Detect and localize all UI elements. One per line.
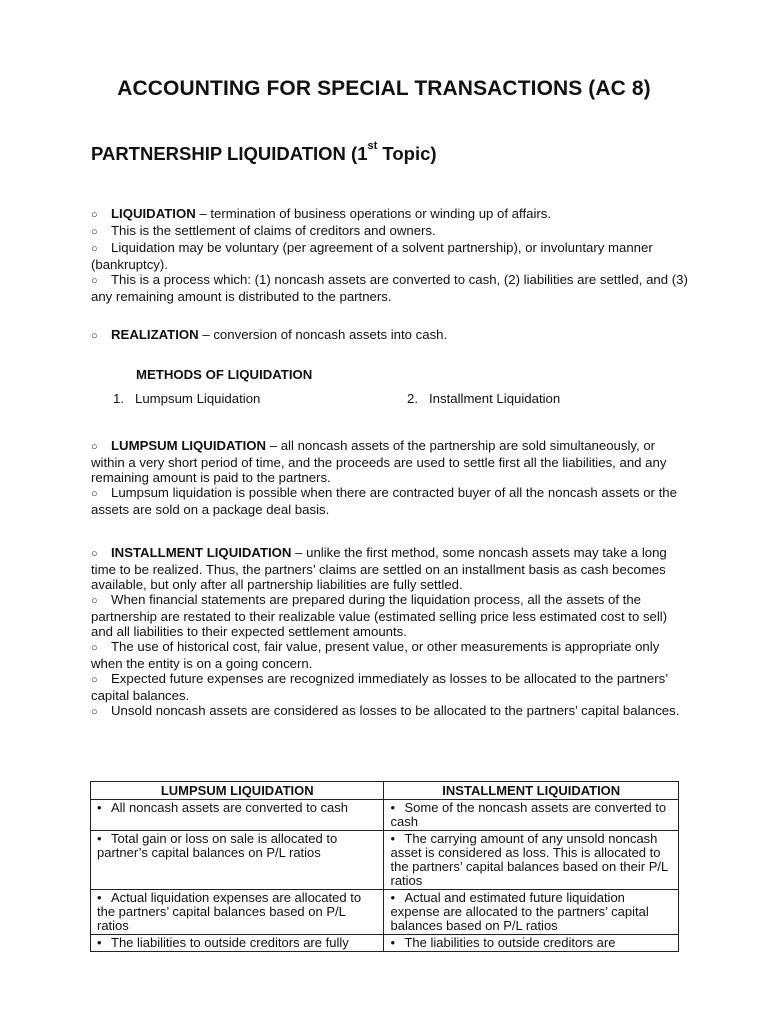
table-cell-text: The carrying amount of any unsold noncash asset is considered as loss. This is allocated to the partners’ capital balances based on their P/L ratios <box>390 831 668 888</box>
list-item-text: Liquidation may be voluntary (per agreement of a solvent partnership), or involuntary manner (bankruptcy). <box>91 240 653 272</box>
list-item <box>91 671 691 703</box>
circle-bullet-icon: ○ <box>91 642 98 654</box>
list-item <box>91 272 691 304</box>
methods-heading: METHODS OF LIQUIDATION <box>136 367 313 382</box>
list-item <box>91 223 691 240</box>
bullet-icon: • <box>97 935 102 950</box>
table-row <box>91 831 679 890</box>
bullet-icon: • <box>97 800 102 815</box>
list-item-text: This is the settlement of claims of creditors and owners. <box>111 223 436 238</box>
installment-term: INSTALLMENT LIQUIDATION <box>111 545 292 560</box>
topic-heading-superscript: st <box>367 140 378 152</box>
circle-bullet-icon: ○ <box>91 595 98 607</box>
bullet-icon: • <box>390 831 396 846</box>
table-cell-text: Some of the noncash assets are converted to cash <box>390 800 667 829</box>
bullet-icon: • <box>390 935 396 950</box>
installment-definition <box>91 545 691 592</box>
circle-bullet-icon: ○ <box>91 674 98 686</box>
circle-bullet-icon: ○ <box>91 441 98 453</box>
table-cell <box>91 890 384 935</box>
table-row <box>91 935 679 952</box>
method-label: Installment Liquidation <box>429 391 561 406</box>
circle-bullet-icon: ○ <box>91 209 98 221</box>
realization-definition <box>91 327 691 344</box>
table-row <box>91 800 679 831</box>
table-cell-text: Actual liquidation expenses are allocated to the partners’ capital balances based on P/L ratios <box>97 890 362 933</box>
list-item-text: Expected future expenses are recognized immediately as losses to be allocated to the partners’ capital balances. <box>91 671 668 703</box>
list-item-text: Unsold noncash assets are considered as losses to be allocated to the partners’ capital balances. <box>111 703 680 718</box>
table-cell <box>384 935 679 952</box>
table-cell <box>91 935 384 952</box>
table-cell-text: The liabilities to outside creditors are <box>404 935 616 950</box>
lumpsum-section <box>91 438 691 517</box>
lumpsum-definition <box>91 438 691 485</box>
table-cell-text: The liabilities to outside creditors are fully <box>111 935 349 950</box>
method-number: 2. <box>407 391 418 406</box>
installment-section <box>91 545 691 720</box>
method-number: 1. <box>113 391 124 406</box>
lumpsum-term: LUMPSUM LIQUIDATION <box>111 438 267 453</box>
list-item <box>91 592 691 639</box>
list-item-text: The use of historical cost, fair value, present value, or other measurements is appropriate only when the entity is on a going concern. <box>91 639 660 671</box>
circle-bullet-icon: ○ <box>91 488 98 500</box>
circle-bullet-icon: ○ <box>91 330 98 342</box>
bullet-icon: • <box>97 831 102 846</box>
circle-bullet-icon: ○ <box>91 548 98 560</box>
table-header-row <box>91 782 679 800</box>
liquidation-term: LIQUIDATION <box>111 206 196 221</box>
bullet-icon: • <box>390 800 396 815</box>
method-item <box>113 391 260 406</box>
table-header-lumpsum: LUMPSUM LIQUIDATION <box>91 782 384 800</box>
table-cell-text: Actual and estimated future liquidation expense are allocated to the partners’ capital balances based on P/L ratios <box>390 890 649 933</box>
lumpsum-def-text: – all noncash assets of the partnership are sold simultaneously, or within a very short period of time, and the proceeds are used to settle first all the liabilities, and any remaining amount is paid to the partners. <box>91 438 667 485</box>
circle-bullet-icon: ○ <box>91 706 98 718</box>
topic-heading-end: Topic) <box>377 143 437 164</box>
list-item <box>91 240 691 272</box>
liquidation-definition <box>91 206 691 223</box>
table-row <box>91 890 679 935</box>
table-cell <box>384 800 679 831</box>
bullet-icon: • <box>97 890 102 905</box>
method-item <box>407 391 560 406</box>
table-cell-text: Total gain or loss on sale is allocated to partner’s capital balances on P/L ratios <box>97 831 338 860</box>
circle-bullet-icon: ○ <box>91 275 98 287</box>
bullet-icon: • <box>390 890 396 905</box>
list-item <box>91 703 691 720</box>
list-item-text: This is a process which: (1) noncash assets are converted to cash, (2) liabilities are settled, and (3) any remaining amount is distributed to the partners. <box>91 272 688 304</box>
realization-def-text: – conversion of noncash assets into cash. <box>198 327 448 342</box>
method-label: Lumpsum Liquidation <box>135 391 261 406</box>
liquidation-def-text: – termination of business operations or winding up of affairs. <box>195 206 552 221</box>
table-cell <box>384 831 679 890</box>
comparison-table <box>90 781 679 952</box>
realization-section <box>91 327 691 344</box>
list-item <box>91 485 691 517</box>
liquidation-section <box>91 206 691 304</box>
topic-heading <box>91 140 437 165</box>
document-title: ACCOUNTING FOR SPECIAL TRANSACTIONS (AC 8) <box>117 77 651 100</box>
circle-bullet-icon: ○ <box>91 243 98 255</box>
list-item <box>91 639 691 671</box>
topic-heading-main: PARTNERSHIP LIQUIDATION (1 <box>91 143 368 164</box>
circle-bullet-icon: ○ <box>91 226 98 238</box>
realization-term: REALIZATION <box>111 327 199 342</box>
table-cell <box>384 890 679 935</box>
table-header-installment: INSTALLMENT LIQUIDATION <box>384 782 679 800</box>
table-cell <box>91 831 384 890</box>
installment-def-text: – unlike the first method, some noncash assets may take a long time to be realized. Thus, the partners’ claims are settled on an installment basis as cash becomes available, but only after all partnership liabilities are fully settled. <box>91 545 667 592</box>
table-cell <box>91 800 384 831</box>
list-item-text: When financial statements are prepared during the liquidation process, all the assets of the partnership are restated to their realizable value (estimated selling price less estimated cost to sell) and all liabilities to their expected settlement amounts. <box>91 592 668 639</box>
list-item-text: Lumpsum liquidation is possible when there are contracted buyer of all the noncash assets or the assets are sold on a package deal basis. <box>91 485 677 517</box>
table-cell-text: All noncash assets are converted to cash <box>111 800 349 815</box>
